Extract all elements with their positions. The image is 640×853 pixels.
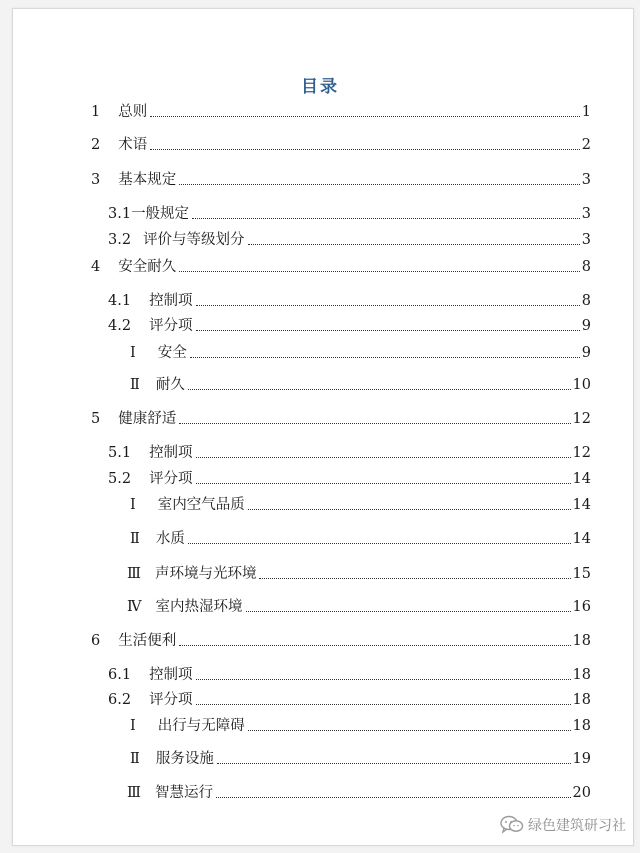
dot-leader [196, 482, 571, 484]
toc-entry-page: 9 [581, 318, 591, 334]
dot-leader [196, 456, 571, 458]
toc-entry-number: 5.2 [108, 471, 132, 487]
toc-entry-page: 20 [572, 785, 591, 801]
toc-entry-number: 4 [91, 259, 101, 275]
toc-entry[interactable] [108, 227, 591, 249]
toc-entry-label: 控制项 [149, 667, 193, 683]
toc-entry-label: 安全耐久 [118, 259, 177, 275]
toc-entry-page: 14 [572, 471, 591, 487]
dot-leader [179, 644, 570, 646]
dot-leader [179, 183, 580, 185]
toc-entry-label: 安全 [157, 345, 187, 361]
toc-entry-label: 室内热湿环境 [155, 599, 243, 615]
toc-entry-page: 1 [581, 104, 591, 120]
toc-entry[interactable] [108, 466, 591, 488]
toc-entry[interactable] [127, 594, 591, 616]
toc-entry-number: Ⅰ [130, 718, 136, 734]
toc-entry-page: 2 [581, 137, 591, 153]
toc-entry[interactable] [91, 167, 591, 189]
toc-entry[interactable] [130, 340, 591, 362]
toc-entry-number: Ⅰ [130, 345, 136, 361]
toc-entry-page: 18 [572, 667, 591, 683]
dot-leader [196, 703, 571, 705]
toc-entry[interactable] [130, 372, 591, 394]
dot-leader [150, 115, 580, 117]
toc-entry-label: 控制项 [149, 293, 193, 309]
dot-leader [188, 542, 571, 544]
toc-entry[interactable] [91, 254, 591, 276]
toc-entry-page: 18 [572, 718, 591, 734]
toc-entry[interactable] [130, 746, 591, 768]
dot-leader [216, 796, 571, 798]
dot-leader [196, 304, 580, 306]
toc-entry-number: 3.2 [108, 232, 132, 248]
dot-leader [248, 508, 571, 510]
toc-entry-page: 9 [581, 345, 591, 361]
toc-entry-page: 3 [581, 232, 591, 248]
toc-entry[interactable] [127, 780, 591, 802]
toc-entry-page: 3 [581, 172, 591, 188]
toc-entry-label: 水质 [155, 531, 185, 547]
toc-entry-label: 术语 [118, 137, 148, 153]
dot-leader [192, 217, 580, 219]
dot-leader [248, 729, 571, 731]
toc-entry-label: 服务设施 [155, 751, 214, 767]
toc-entry-page: 14 [572, 497, 591, 513]
toc-entry-label: 评分项 [149, 471, 193, 487]
toc-entry[interactable] [108, 440, 591, 462]
toc-entry-page: 3 [581, 206, 591, 222]
toc-entry-label: 总则 [118, 104, 148, 120]
toc-entry-label: 基本规定 [118, 172, 177, 188]
toc-entry-page: 16 [572, 599, 591, 615]
toc-entry-label: 控制项 [149, 445, 193, 461]
toc-entry-label: 室内空气品质 [157, 497, 245, 513]
toc-entry-label: 智慧运行 [154, 785, 213, 801]
dot-leader [259, 577, 570, 579]
toc-entry[interactable] [108, 687, 591, 709]
toc-entry-page: 15 [572, 566, 591, 582]
toc-entry-number: Ⅲ [127, 785, 141, 801]
watermark [500, 815, 626, 835]
toc-entry[interactable] [130, 492, 591, 514]
toc-entry-page: 12 [572, 445, 591, 461]
dot-leader [196, 678, 571, 680]
toc-entry-page: 8 [581, 293, 591, 309]
toc-entry-number: Ⅱ [130, 531, 140, 547]
toc-entry-label: 一般规定 [131, 206, 190, 222]
dot-leader [150, 148, 580, 150]
toc-entry-label: 出行与无障碍 [157, 718, 245, 734]
toc-entry-number: 1 [91, 104, 101, 120]
toc-entry[interactable] [130, 526, 591, 548]
toc-entry-number: 6.2 [108, 692, 132, 708]
dot-leader [217, 762, 571, 764]
toc-entry-number: 2 [91, 137, 101, 153]
dot-leader [248, 243, 580, 245]
toc-entry-label: 耐久 [155, 377, 185, 393]
toc-entry-number: Ⅰ [130, 497, 136, 513]
toc-entry-label: 健康舒适 [118, 411, 177, 427]
toc-entry-number: 4.2 [108, 318, 132, 334]
dot-leader [196, 329, 580, 331]
watermark-text: 绿色建筑研习社 [528, 818, 626, 834]
toc-entry-label: 评分项 [149, 692, 193, 708]
toc-entry-number: 5.1 [108, 445, 132, 461]
toc-entry[interactable] [130, 713, 591, 735]
toc-entry-number: 5 [91, 411, 101, 427]
toc-entry-number: Ⅳ [127, 599, 142, 615]
toc-entry-page: 8 [581, 259, 591, 275]
toc-entry-number: Ⅱ [130, 377, 140, 393]
toc-entry-label: 评分项 [149, 318, 193, 334]
dot-leader [179, 270, 580, 272]
toc-entry-page: 12 [572, 411, 591, 427]
toc-entry-number: 3 [91, 172, 101, 188]
dot-leader [246, 610, 571, 612]
toc-entry[interactable] [91, 99, 591, 121]
toc-entry[interactable] [91, 132, 591, 154]
toc-entry[interactable] [108, 313, 591, 335]
toc-entry[interactable] [108, 288, 591, 310]
wechat-icon [500, 815, 524, 835]
toc-entry-number: 6.1 [108, 667, 132, 683]
toc-entry-page: 18 [572, 692, 591, 708]
toc-title: 目录 [301, 77, 339, 97]
toc-entry[interactable] [108, 201, 591, 223]
toc-entry[interactable] [91, 406, 591, 428]
toc-entry-label: 评价与等级划分 [143, 232, 245, 248]
toc-entry-page: 19 [572, 751, 591, 767]
toc-entry-label: 声环境与光环境 [154, 566, 257, 582]
toc-entry-number: 3.1 [108, 206, 132, 222]
toc-entry-number: 4.1 [108, 293, 132, 309]
toc-entry[interactable] [127, 561, 591, 583]
dot-leader [188, 388, 571, 390]
toc-entry-number: Ⅲ [127, 566, 141, 582]
toc-entry[interactable] [108, 662, 591, 684]
toc-entry-label: 生活便利 [118, 633, 177, 649]
toc-entry-number: 6 [91, 633, 101, 649]
toc-entry-page: 10 [572, 377, 591, 393]
toc-entry[interactable] [91, 628, 591, 650]
toc-entry-number: Ⅱ [130, 751, 140, 767]
toc-entry-page: 18 [572, 633, 591, 649]
dot-leader [190, 356, 580, 358]
toc-entry-page: 14 [572, 531, 591, 547]
dot-leader [179, 422, 570, 424]
